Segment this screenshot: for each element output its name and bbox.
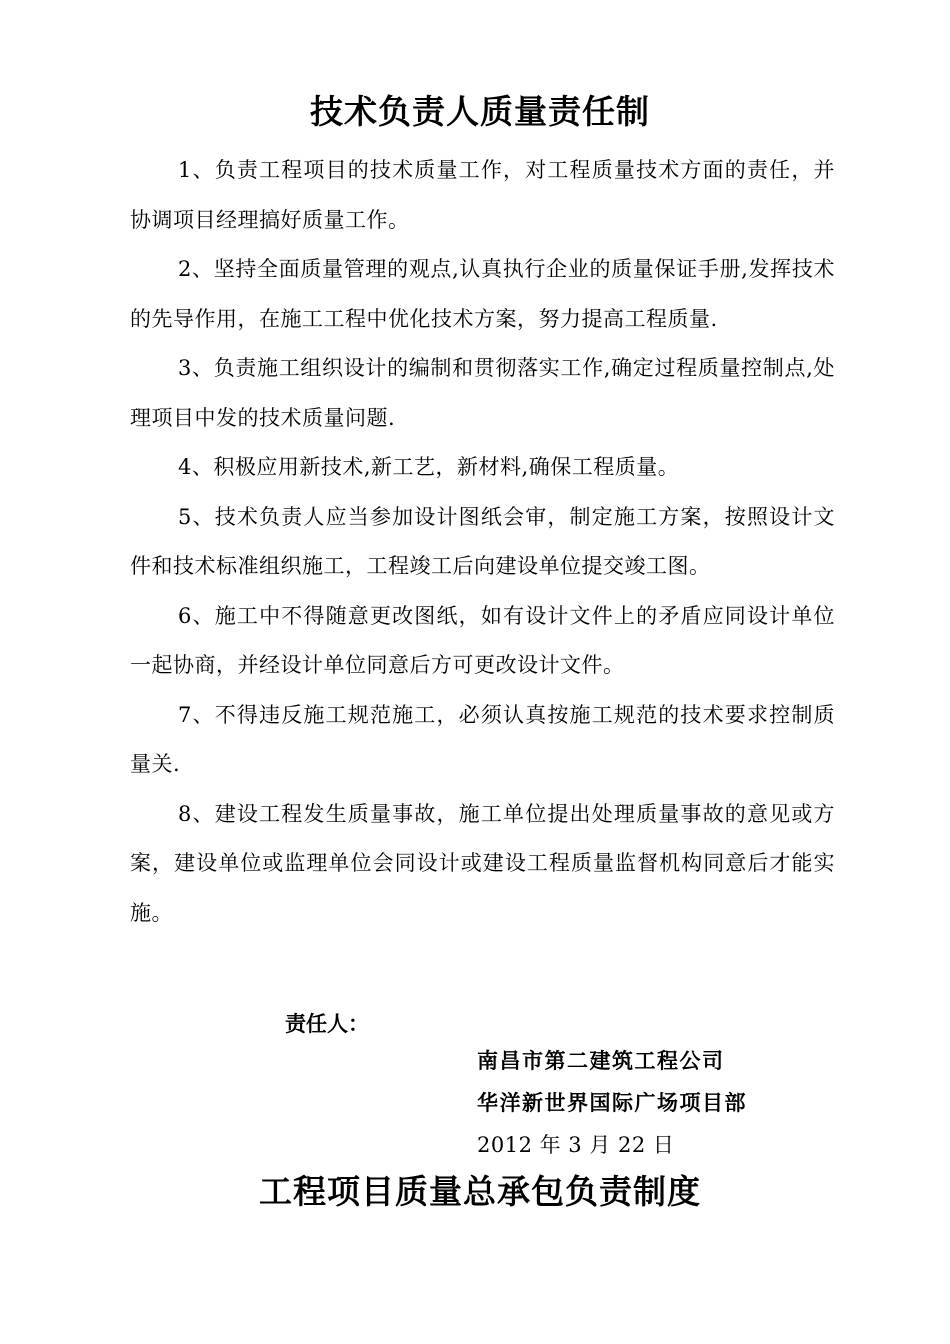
next-section-title: 工程项目质量总承包负责制度 — [259, 1172, 701, 1211]
department-name: 华洋新世界国际广场项目部 — [477, 1090, 747, 1115]
paragraph-3: 3、负责施工组织设计的编制和贯彻落实工作,确定过程质量控制点,处理项目中发的技术质量问题. — [130, 356, 835, 430]
signer-label: 责任人： — [285, 1011, 369, 1036]
signature-block — [477, 1040, 747, 1166]
document-title: 技术负责人质量责任制 — [310, 92, 650, 131]
company-name: 南昌市第二建筑工程公司 — [477, 1048, 725, 1073]
paragraph-1: 1、负责工程项目的技术质量工作，对工程质量技术方面的责任，并协调项目经理搞好质量工作。 — [130, 158, 835, 232]
paragraph-6: 6、施工中不得随意更改图纸，如有设计文件上的矛盾应同设计单位一起协商，并经设计单位同意后方可更改设计文件。 — [130, 603, 835, 677]
paragraph-7: 7、不得违反施工规范施工，必须认真按施工规范的技术要求控制质量关. — [130, 702, 835, 776]
document-body — [130, 146, 835, 938]
paragraph-4: 4、积极应用新技术,新工艺，新材料,确保工程质量。 — [178, 455, 680, 479]
paragraph-8: 8、建设工程发生质量事故，施工单位提出处理质量事故的意见或方案，建设单位或监理单位会同设计或建设工程质量监督机构同意后才能实施。 — [130, 801, 835, 925]
signature-date: 2012 年 3 月 22 日 — [477, 1133, 675, 1157]
paragraph-5: 5、技术负责人应当参加设计图纸会审，制定施工方案，按照设计文件和技术标准组织施工，工程竣工后向建设单位提交竣工图。 — [130, 504, 835, 578]
paragraph-2: 2、坚持全面质量管理的观点,认真执行企业的质量保证手册,发挥技术的先导作用，在施工工程中优化技术方案，努力提高工程质量. — [130, 257, 835, 331]
